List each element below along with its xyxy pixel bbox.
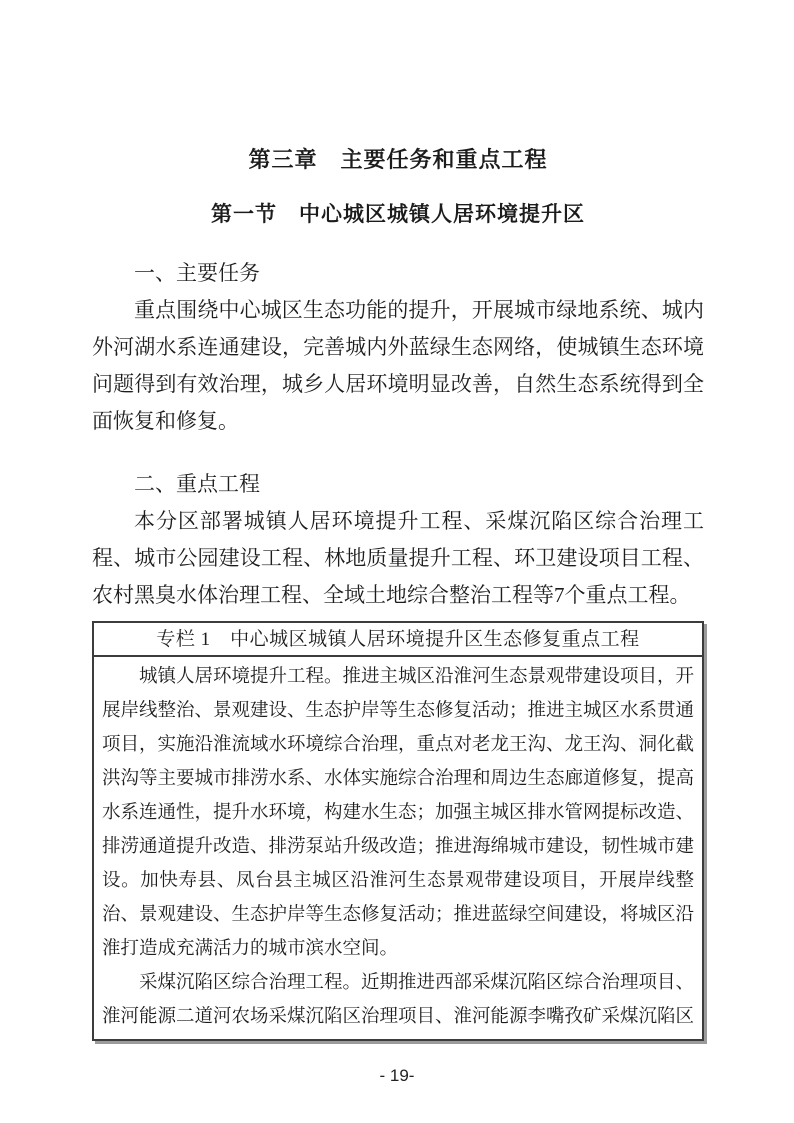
callout-box	[92, 621, 704, 1041]
page-content	[92, 0, 704, 1041]
callout-box-title: 专栏 1 中心城区城镇人居环境提升区生态修复重点工程	[94, 623, 702, 657]
chapter-title: 第三章 主要任务和重点工程	[248, 147, 548, 172]
page-number: - 19-	[379, 1066, 415, 1085]
section-title: 第一节 中心城区城镇人居环境提升区	[211, 202, 585, 226]
tasks-heading: 一、主要任务	[134, 261, 260, 285]
callout-paragraph: 城镇人居环境提升工程。推进主城区沿淮河生态景观带建设项目，开展岸线整治、景观建设、生态护岸等生态修复活动；推进主城区水系贯通项目，实施沿淮流域水环境综合治理，重点对老龙王沟、龙王沟、洞化截洪沟等主要城市排涝水系、水体实施综合治理和周边生态廊道修复，提高水系连通性，提升水环境，构建水生态；加强主城区排水管网提标改造、排涝通道提升改造、排涝泵站升级改造；推进海绵城市建设，韧性城市建设。加快寿县、凤台县主城区沿淮河生态景观带建设项目，开展岸线整治、景观建设、生态护岸等生态修复活动；推进蓝绿空间建设，将城区沿淮打造成充满活力的城市滨水空间。	[102, 667, 695, 959]
projects-heading: 二、重点工程	[134, 472, 260, 496]
callout-paragraph: 采煤沉陷区综合治理工程。近期推进西部采煤沉陷区综合治理项目、淮河能源二道河农场采煤沉陷区治理项目、淮河能源李嘴孜矿采煤沉陷区	[102, 973, 695, 1027]
callout-box-body	[94, 657, 702, 1039]
tasks-paragraph: 重点围绕中心城区生态功能的提升，开展城市绿地系统、城内外河湖水系连通建设，完善城内外蓝绿生态网络，使城镇生态环境问题得到有效治理，城乡人居环境明显改善，自然生态系统得到全面恢复和修复。	[92, 298, 704, 433]
projects-paragraph: 本分区部署城镇人居环境提升工程、采煤沉陷区综合治理工程、城市公园建设工程、林地质量提升工程、环卫建设项目工程、农村黑臭水体治理工程、全域土地综合整治工程等7个重点工程。	[92, 509, 704, 607]
